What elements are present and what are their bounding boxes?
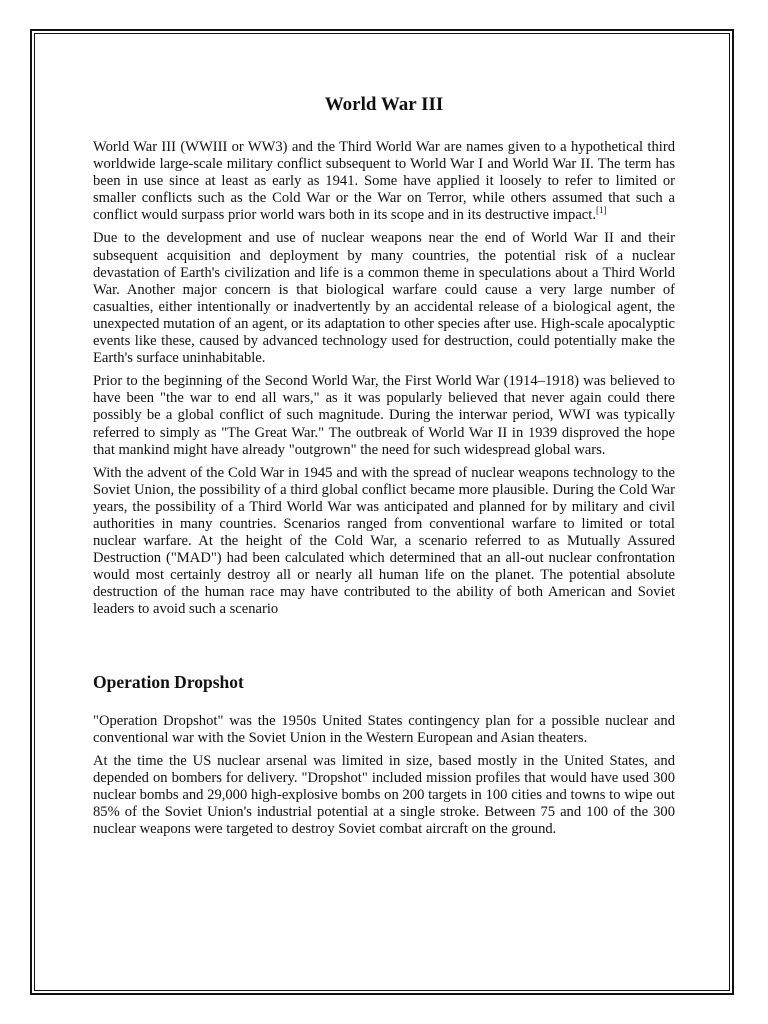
paragraph-cold-war: With the advent of the Cold War in 1945 and with the spread of nuclear weapons technology to the Soviet Union, the possibility of a third global conflict became more plausible. During the Cold War years, the possibility of a Third World War was anticipated and planned for by military and civil authorities in many countries. Scenarios ranged from conventional warfare to limited or total nuclear warfare. At the height of the Cold War, a scenario referred to as Mutually Assured Destruction ("MAD") had been calculated which determined that an all-out nuclear confrontation would most certainly destroy all or nearly all human life on the planet. The potential absolute destruction of the human race may have contributed to the ability of both American and Soviet leaders to avoid such a scenario bbox=[93, 464, 675, 618]
section-heading-operation-dropshot: Operation Dropshot bbox=[93, 671, 244, 692]
paragraph-interwar: Prior to the beginning of the Second World War, the First World War (1914–1918) was believed to have been "the war to end all wars," as it was popularly believed that never again could there possibly be a global conflict of such magnitude. During the interwar period, WWI was typically referred to simply as "The Great War." The outbreak of World War II in 1939 disproved the hope that mankind might have already "outgrown" the need for such widespread global wars. bbox=[93, 373, 675, 458]
footnote-reference[interactable]: [1] bbox=[596, 205, 607, 216]
paragraph-intro-text: World War III (WWIII or WW3) and the Third World War are names given to a hypothetical third worldwide large-scale military conflict subsequent to World War I and World War II. The term has been in use since at least as early as 1941. Some have applied it loosely to refer to limited or smaller conflicts such as the Cold War or the War on Terror, while others assumed that such a conflict would surpass prior world wars both in its scope and in its destructive impact. bbox=[93, 139, 675, 224]
paragraph-intro bbox=[93, 139, 675, 224]
paragraph-dropshot-intro: "Operation Dropshot" was the 1950s United States contingency plan for a possible nuclear and conventional war with the Soviet Union in the Western European and Asian theaters. bbox=[93, 712, 675, 746]
paragraph-nuclear-risk: Due to the development and use of nuclear weapons near the end of World War II and their subsequent acquisition and deployment by many countries, the potential risk of a nuclear devastation of Earth's civilization and life is a common theme in speculations about a Third World War. Another major concern is that biological warfare could cause a very large number of casualties, either intentionally or inadvertently by an accidental release of a biological agent, the unexpected mutation of an agent, or its adaptation to other species after use. High-scale apocalyptic events like these, caused by advanced technology used for destruction, could potentially make the Earth's surface uninhabitable. bbox=[93, 230, 675, 367]
document-title: World War III bbox=[324, 94, 444, 115]
paragraph-dropshot-details: At the time the US nuclear arsenal was limited in size, based mostly in the United States, and depended on bombers for delivery. "Dropshot" included mission profiles that would have used 300 nuclear bombs and 29,000 high-explosive bombs on 200 targets in 100 cities and towns to wipe out 85% of the Soviet Union's industrial potential at a single stroke. Between 75 and 100 of the 300 nuclear weapons were targeted to destroy Soviet combat aircraft on the ground. bbox=[93, 752, 675, 838]
document-body bbox=[93, 93, 675, 844]
